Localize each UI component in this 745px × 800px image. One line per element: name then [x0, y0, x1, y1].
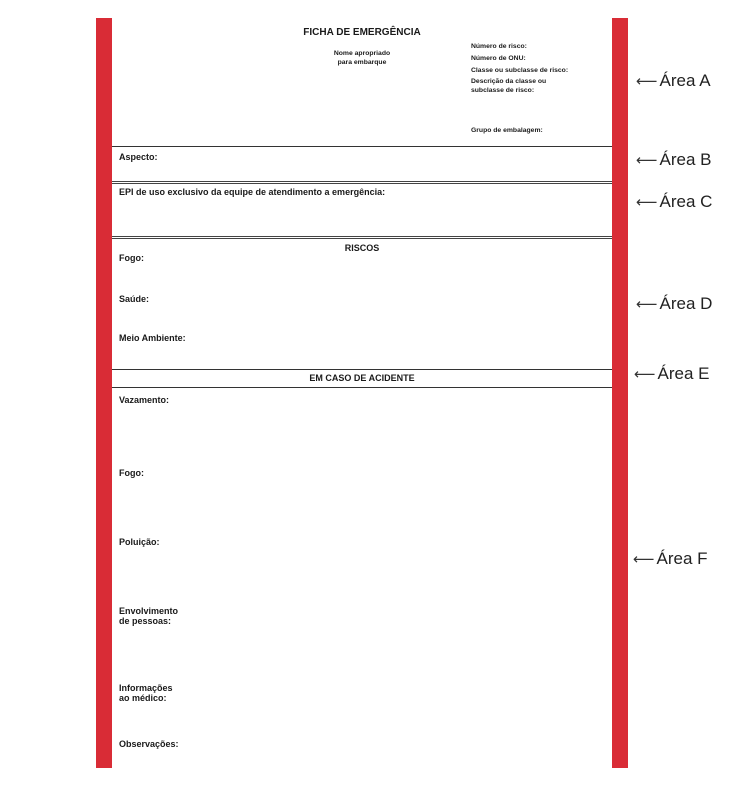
observations-label: Observações:	[119, 739, 179, 749]
divider-c-d	[112, 236, 612, 239]
epi-label: EPI de uso exclusivo da equipe de atendimento a emergência:	[119, 187, 386, 197]
area-e-label: Área E	[657, 364, 710, 383]
class-description-line2: subclasse de risco:	[471, 87, 535, 94]
area-f-label: Área F	[656, 549, 708, 568]
area-f-pointer	[633, 549, 708, 569]
right-red-border	[612, 18, 628, 768]
leak-label: Vazamento:	[119, 395, 170, 405]
medical-info-line1: Informações	[119, 683, 173, 693]
medical-info-line2: ao médico:	[119, 693, 167, 703]
risk-class-label: Classe ou subclasse de risco:	[471, 67, 569, 74]
emergency-sheet	[112, 18, 612, 768]
risk-health-label: Saúde:	[119, 294, 150, 304]
left-arrow-icon: ⟵	[636, 193, 658, 211]
risk-environment-label: Meio Ambiente:	[119, 333, 186, 343]
packing-group-label: Grupo de embalagem:	[471, 127, 543, 134]
aspect-label: Aspecto:	[119, 152, 158, 162]
area-a-label: Área A	[659, 71, 711, 90]
sheet-title: FICHA DE EMERGÊNCIA	[303, 27, 421, 38]
left-arrow-icon: ⟵	[634, 365, 656, 383]
left-arrow-icon: ⟵	[636, 295, 658, 313]
area-a-pointer	[636, 71, 711, 91]
area-e-pointer	[634, 364, 710, 384]
proper-name-label-line1: Nome apropriado	[333, 50, 391, 57]
risks-heading: RISCOS	[344, 243, 380, 253]
accident-heading: EM CASO DE ACIDENTE	[309, 373, 415, 383]
divider-d-e	[112, 369, 612, 370]
area-d-pointer	[636, 294, 712, 314]
class-description-line1: Descrição da classe ou	[471, 78, 547, 85]
pollution-label: Poluição:	[119, 537, 160, 547]
area-c-label: Área C	[659, 192, 713, 211]
risk-number-label: Número de risco:	[471, 43, 527, 50]
risk-fire-label: Fogo:	[119, 253, 144, 263]
left-arrow-icon: ⟵	[636, 151, 658, 169]
left-arrow-icon: ⟵	[633, 550, 655, 568]
proper-name-label-line2: para embarque	[337, 59, 387, 66]
people-involvement-line1: Envolvimento	[119, 606, 179, 616]
area-d-label: Área D	[659, 294, 713, 313]
onu-number-label: Número de ONU:	[471, 55, 526, 62]
left-red-border	[96, 18, 112, 768]
accident-fire-label: Fogo:	[119, 468, 144, 478]
divider-b-c	[112, 181, 612, 184]
divider-e-f	[112, 387, 612, 388]
people-involvement-line2: de pessoas:	[119, 616, 172, 626]
divider-a-b	[112, 146, 612, 147]
left-arrow-icon: ⟵	[636, 72, 658, 90]
area-b-pointer	[636, 150, 712, 170]
area-c-pointer	[636, 192, 712, 212]
area-b-label: Área B	[659, 150, 712, 169]
